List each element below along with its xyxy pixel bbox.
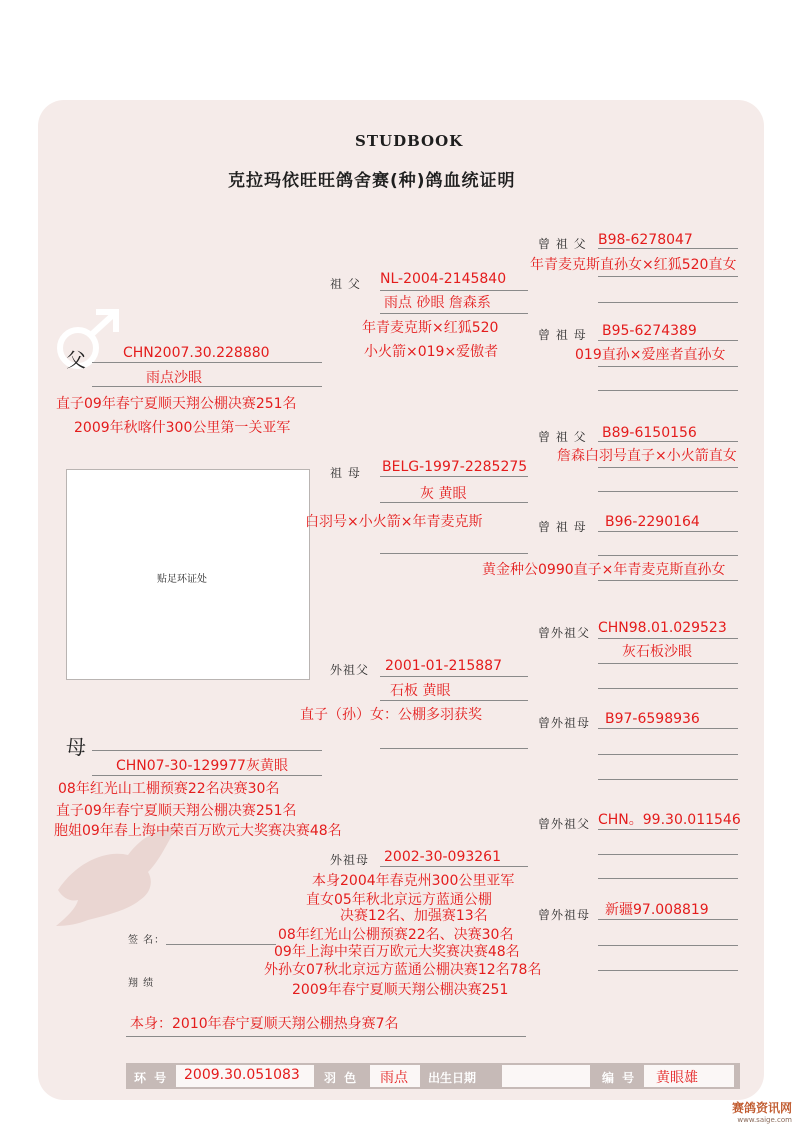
great-grandparent-label-1: 曾 祖 父	[538, 237, 587, 251]
mother-note-1: 08年红光山工棚预赛22名决赛30名	[58, 781, 280, 797]
birth-date-label: 出生日期	[428, 1071, 477, 1085]
grandmother-label: 祖 母	[330, 466, 361, 480]
ring-number-label: 环 号	[134, 1071, 169, 1085]
great-grandparent-ring-5: CHN98.01.029523	[598, 620, 727, 636]
great-grandparent-note-5: 灰石板沙眼	[622, 644, 692, 660]
grandfather-desc: 雨点 砂眼 詹森系	[384, 295, 491, 311]
grandmother-desc: 灰 黄眼	[420, 486, 467, 502]
great-grandparent-ring-7: CHN。99.30.011546	[598, 812, 741, 828]
mother-note-2: 直子09年春宁夏顺天翔公棚决赛251名	[56, 803, 297, 819]
feather-color-label: 羽 色	[324, 1071, 359, 1085]
great-grandparent-label-5: 曾外祖父	[538, 626, 591, 640]
great-grandparent-label-7: 曾外祖父	[538, 817, 591, 831]
grandfather-ring: NL-2004-2145840	[380, 271, 507, 287]
great-grandparent-label-6: 曾外祖母	[538, 716, 591, 730]
great-grandparent-ring-1: B98-6278047	[598, 232, 693, 248]
maternal-grandfather-desc: 石板 黄眼	[390, 683, 451, 699]
studbook-title: STUDBOOK	[355, 132, 464, 150]
maternal-grandmother-note-4: 08年红光山公棚预赛22名、决赛30名	[278, 927, 514, 943]
father-label: 父	[66, 348, 86, 372]
site-watermark-url: www.saige.com	[737, 1116, 792, 1124]
record-label: 翔 绩	[128, 978, 155, 989]
ring-certificate-photo-box	[66, 469, 310, 680]
great-grandparent-ring-4: B96-2290164	[605, 514, 700, 530]
great-grandparent-ring-3: B89-6150156	[602, 425, 697, 441]
great-grandparent-note-4: 黄金种公0990直子×年青麦克斯直孙女	[482, 562, 726, 578]
maternal-grandmother-label: 外祖母	[330, 853, 370, 867]
maternal-grandmother-note-3: 决赛12名、加强赛13名	[340, 908, 488, 924]
mother-label: 母	[66, 735, 86, 759]
male-symbol-icon	[50, 306, 124, 376]
great-grandparent-note-1: 年青麦克斯直孙女×红狐520直女	[530, 257, 737, 273]
photo-box-label: 贴足环证处	[157, 574, 207, 585]
grandfather-note-1: 年青麦克斯×红狐520	[362, 320, 499, 336]
maternal-grandmother-note-1: 本身2004年春克州300公里亚军	[312, 873, 515, 889]
signature-label: 签 名：	[128, 935, 166, 946]
maternal-grandfather-note-1: 直子（孙）女：公棚多羽获奖	[300, 707, 482, 723]
great-grandparent-ring-6: B97-6598936	[605, 711, 700, 727]
maternal-grandmother-ring: 2002-30-093261	[384, 849, 501, 865]
father-ring: CHN2007.30.228880	[123, 345, 270, 361]
grandmother-note-1: 白羽号×小火箭×年青麦克斯	[305, 514, 483, 530]
father-note-2: 2009年秋喀什300公里第一关亚军	[74, 420, 291, 436]
great-grandparent-ring-2: B95-6274389	[602, 323, 697, 339]
great-grandparent-label-4: 曾 祖 母	[538, 520, 587, 534]
mother-note-3: 胞姐09年春上海中荣百万欧元大奖赛决赛48名	[54, 823, 342, 839]
self-record: 本身：2010年春宁夏顺天翔公棚热身赛7名	[130, 1016, 399, 1032]
site-watermark-name: 赛鸽资讯网	[731, 1101, 792, 1115]
info-bar	[126, 1063, 740, 1089]
site-watermark	[732, 1099, 792, 1124]
serial-number-label: 编 号	[602, 1071, 637, 1085]
serial-number-value: 黄眼雄	[656, 1070, 698, 1086]
father-note-1: 直子09年春宁夏顺天翔公棚决赛251名	[56, 396, 297, 412]
father-desc: 雨点沙眼	[146, 370, 202, 386]
great-grandparent-label-2: 曾 祖 母	[538, 328, 587, 342]
maternal-grandmother-note-5: 09年上海中荣百万欧元大奖赛决赛48名	[274, 944, 520, 960]
maternal-grandmother-note-7: 2009年春宁夏顺天翔公棚决赛251	[292, 982, 509, 998]
maternal-grandmother-note-2: 直女05年秋北京远方蓝通公棚	[306, 892, 492, 908]
maternal-grandfather-ring: 2001-01-215887	[385, 658, 502, 674]
grandmother-ring: BELG-1997-2285275	[382, 459, 528, 475]
certificate-title: 克拉玛依旺旺鸽舍赛(种)鸽血统证明	[228, 171, 516, 191]
maternal-grandmother-note-6: 外孙女07秋北京远方蓝通公棚决赛12名78名	[264, 962, 542, 978]
feather-color-value: 雨点	[380, 1070, 408, 1086]
great-grandparent-label-3: 曾 祖 父	[538, 430, 587, 444]
grandfather-label: 祖 父	[330, 277, 361, 291]
great-grandparent-ring-8: 新疆97.008819	[605, 902, 709, 918]
great-grandparent-label-8: 曾外祖母	[538, 908, 591, 922]
grandfather-note-2: 小火箭×019×爱傲者	[364, 344, 499, 360]
great-grandparent-note-2: 019直孙×爱座者直孙女	[575, 347, 726, 363]
great-grandparent-note-3: 詹森白羽号直子×小火箭直女	[557, 448, 737, 464]
mother-ring: CHN07-30-129977灰黄眼	[116, 758, 288, 774]
maternal-grandfather-label: 外祖父	[330, 663, 370, 677]
ring-number-value: 2009.30.051083	[184, 1067, 300, 1083]
